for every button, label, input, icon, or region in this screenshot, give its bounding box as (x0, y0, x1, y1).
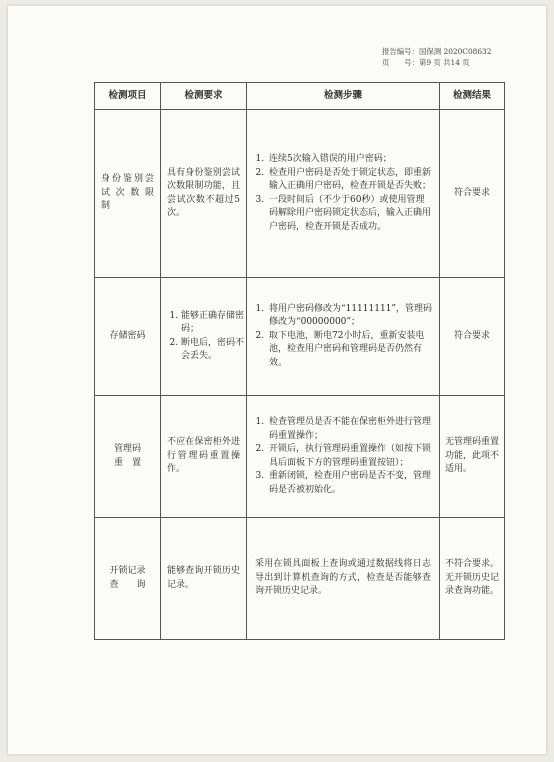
test-item: 存储密码 (95, 278, 161, 396)
table-row (95, 396, 505, 518)
test-item-line: 重 置 (113, 457, 141, 468)
step-item: 1. 检查管理员是否不能在保密柜外进行管理码重置操作； (267, 416, 433, 443)
table-header-row (95, 83, 505, 110)
test-item (95, 518, 161, 640)
test-steps (247, 396, 440, 518)
test-result: 符合要求 (440, 278, 505, 396)
test-requirement (161, 278, 247, 396)
table-row (95, 278, 505, 396)
report-number-label: 报告编号： (382, 47, 419, 56)
step-item: 3. 重新闭锁，检查用户密码是否不变，管理码是否被初始化。 (267, 470, 433, 497)
test-result: 不符合要求。无开锁历史记录查询功能。 (440, 518, 505, 640)
requirement-item: 1. 能够正确存储密码； (181, 310, 244, 337)
test-steps (247, 278, 440, 396)
test-item-line: 管理码 (113, 444, 141, 454)
steps-list (247, 416, 439, 497)
requirement-item: 2. 断电后，密码不会丢失。 (181, 337, 244, 364)
test-item (95, 396, 161, 518)
report-header (382, 46, 522, 68)
test-procedure: 采用在锁具面板上查询或通过数据线将日志导出到计算机查询的方式，检查是否能够查询开锁历史记录。 (247, 518, 440, 640)
document-page (8, 6, 546, 754)
column-header-result: 检测结果 (440, 83, 505, 110)
page-number-label: 页 号： (382, 58, 419, 67)
test-requirement: 能够查询开锁历史记录。 (161, 518, 247, 640)
report-number-line (382, 46, 522, 57)
table-row (95, 518, 505, 640)
step-item: 2. 取下电池，断电72小时后，重新安装电池，检查用户密码和管理码是否仍然有效。 (267, 330, 433, 371)
page-number-line (382, 57, 522, 68)
column-header-steps: 检测步骤 (247, 83, 440, 110)
steps-list (247, 153, 439, 234)
step-item: 3. 一段时间后（不少于60秒）或使用管理码解除用户密码锁定状态后，输入正确用户密码，检查开锁是否成功。 (267, 194, 433, 235)
inspection-table (94, 82, 505, 640)
step-item: 2. 开锁后，执行管理码重置操作（如按下锁具后面板下方的管理码重置按钮）； (267, 443, 433, 470)
test-requirement: 具有身份鉴别尝试次数限制功能，且尝试次数不超过5次。 (161, 110, 247, 278)
table-row (95, 110, 505, 278)
test-requirement: 不应在保密柜外进行管理码重置操作。 (161, 396, 247, 518)
steps-list (247, 303, 439, 371)
report-number: 国保测 2020C08632 (418, 47, 492, 56)
step-item: 1. 将用户密码修改为“11111111”，管理码修改为“00000000”； (267, 303, 433, 330)
test-item-line: 查 询 (109, 579, 146, 590)
requirement-list (161, 310, 246, 364)
test-item: 身份鉴别尝试次数限 制 (95, 110, 161, 278)
page-number: 第9 页 共14 页 (418, 58, 470, 67)
step-item: 1. 连续5次输入错误的用户密码； (267, 153, 433, 167)
test-steps (247, 110, 440, 278)
test-item-line: 开锁记录 (109, 566, 146, 576)
test-result: 无管理码重置功能，此项不适用。 (440, 396, 505, 518)
column-header-item: 检测项目 (95, 83, 161, 110)
column-header-requirement: 检测要求 (161, 83, 247, 110)
step-item: 2. 检查用户密码是否处于锁定状态，即重新输入正确用户密码，检查开锁是否失败； (267, 167, 433, 194)
test-result: 符合要求 (440, 110, 505, 278)
